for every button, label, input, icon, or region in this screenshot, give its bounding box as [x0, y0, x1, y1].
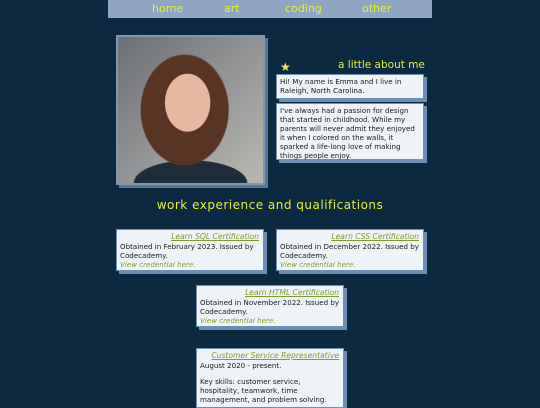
nav-other-link[interactable]: other	[362, 2, 392, 15]
css-cert-title-link[interactable]: Learn CSS Certification	[331, 232, 419, 241]
css-cert-description: Obtained in December 2022. Issued by Codecademy.	[280, 242, 419, 261]
css-cert-card	[276, 229, 424, 271]
sql-cert-title-link[interactable]: Learn SQL Certification	[171, 232, 259, 241]
experience-heading: work experience and qualifications	[156, 198, 384, 212]
job-dates: August 2020 - present.	[200, 361, 282, 370]
html-cert-card	[196, 285, 344, 327]
job-card	[196, 348, 344, 408]
star-icon: ★	[280, 60, 291, 74]
job-title-link[interactable]: Customer Service Representative	[211, 351, 339, 360]
html-cert-description: Obtained in November 2022. Issued by Codecademy.	[200, 298, 340, 317]
nav-art-link[interactable]: art	[224, 2, 240, 15]
profile-photo-frame	[116, 35, 265, 185]
about-passion-card	[276, 103, 424, 160]
about-heading: a little about me	[338, 59, 425, 71]
html-cert-title-link[interactable]: Learn HTML Certification	[245, 288, 339, 297]
sql-credential-link[interactable]: View credential here.	[120, 260, 196, 270]
top-navigation	[108, 0, 432, 18]
job-skills: Key skills: customer service, hospitality, teamwork, time management, and problem solving.	[200, 377, 327, 405]
about-intro-text: Hi! My name is Emma and I live in Raleigh, North Carolina.	[280, 77, 402, 96]
sql-cert-card	[116, 229, 264, 271]
nav-coding-link[interactable]: coding	[285, 2, 322, 15]
profile-photo	[118, 37, 263, 183]
nav-home-link[interactable]: home	[152, 2, 184, 15]
about-intro-card	[276, 74, 424, 99]
html-credential-link[interactable]: View credential here.	[200, 316, 276, 326]
css-credential-link[interactable]: View credential here.	[280, 260, 356, 270]
sql-cert-description: Obtained in February 2023. Issued by Codecademy.	[120, 242, 254, 261]
about-passion-text: I've always had a passion for design that started in childhood. While my parents will never admit they enjoyed it when I colored on the walls, it sparked a life-long love of making things people enjoy.	[280, 106, 415, 161]
